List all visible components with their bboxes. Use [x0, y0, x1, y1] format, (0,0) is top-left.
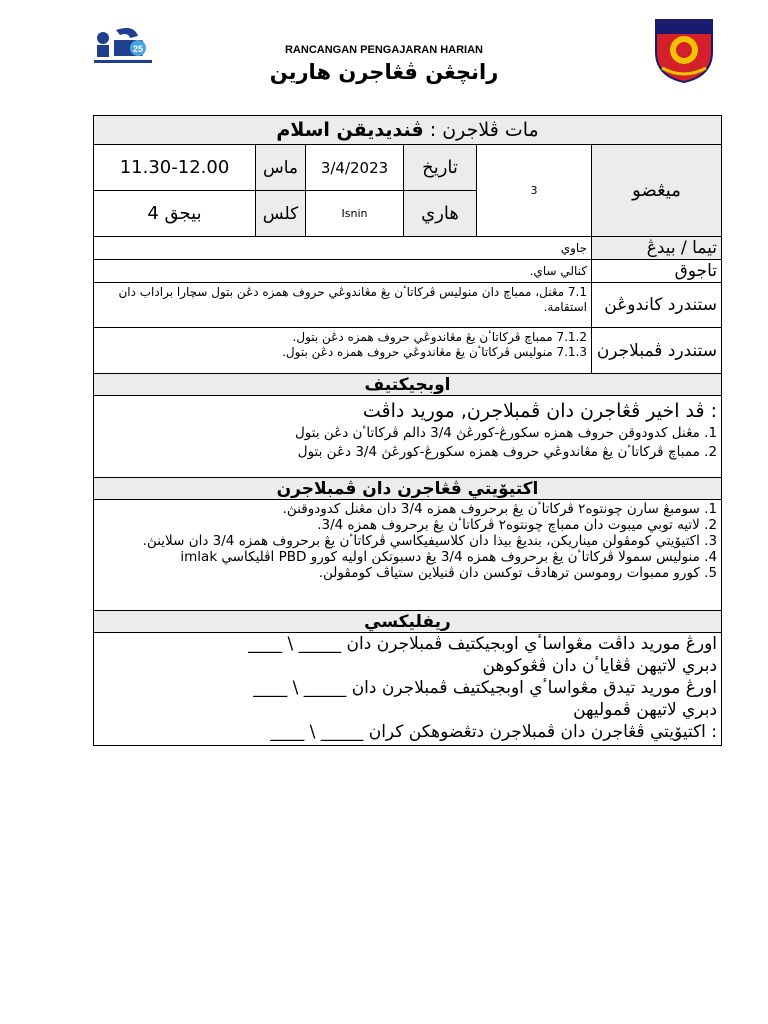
activity-item: 5. كورو ممبوات روموسن ترهادڤ توكسن دان ڤنيلاين ستياڤ كومڤولن. — [318, 565, 718, 581]
content-standard-label: ستندرد كاندوڠن — [592, 283, 722, 328]
reflection-line: اورڠ موريد داڤت مڠواساٴي اوبجيكتيف ڤمبلاجرن دان _____ \ ____ — [248, 634, 718, 654]
reflection-line: دبري لاتيهن ڤموليهن — [573, 700, 718, 720]
objectives-heading: اوبجيكتيف — [94, 374, 722, 396]
crest-logo — [652, 18, 716, 84]
theme-label: تيما / بيدڠ — [592, 237, 722, 260]
objectives-row — [94, 396, 722, 478]
time-value: 11.30-12.00 — [94, 145, 256, 191]
class-value: بيجق 4 — [94, 191, 256, 237]
reflection-line: دبري لاتيهن ڤڠاياٴن دان ڤڠوكوهن — [482, 656, 718, 676]
week-value: 3 — [477, 145, 592, 237]
reflection-heading: ريفليكسي — [94, 611, 722, 633]
activities-heading-row — [94, 478, 722, 500]
content-standard-value: 7.1 مڠنل، ممباچ دان منوليس ڤركاتاٴن يڠ مڠاندوڠي حروف همزه دڠن بتول سچارا براداب دان استقامة. — [94, 283, 592, 328]
activity-item: 1. سومبڠ سارن چونتوه٢ ڤركاتاٴن يڠ برحروف همزه 3/4 دان مڠنل كدودوقنڽ. — [282, 501, 718, 517]
day-value: Isnin — [306, 191, 404, 237]
reflection-line: : اكتيۆيتي ڤڠاجرن دان ڤمبلاجرن دتڠضوهكن كران _____ \ ____ — [270, 722, 718, 742]
learning-standard-line: 7.1.3 منوليس ڤركاتاٴن يڠ مڠاندوڠي حروف همزه دڠن بتول. — [282, 345, 587, 359]
learning-standard-label: ستندرد ڤمبلاجرن — [592, 328, 722, 374]
activities-heading: اكتيۆيتي ڤڠاجرن دان ڤمبلاجرن — [94, 478, 722, 500]
topic-label: تاجوق — [592, 260, 722, 283]
theme-value: جاوي — [94, 237, 592, 260]
activity-item: 2. لاتيه توبي ميبوت دان ممباچ چونتوه٢ ڤركاتاٴن يڠ برحروف همزه 3/4. — [317, 517, 718, 533]
lesson-plan-table — [93, 115, 722, 746]
subject-value: ڤنديديقن اسلام — [276, 119, 424, 141]
content-standard-row — [94, 283, 722, 328]
objectives-heading-row — [94, 374, 722, 396]
document-title: رانچڠن ڤڠاجرن هارين — [269, 60, 499, 84]
time-label: ماس — [256, 145, 306, 191]
day-label: هاري — [404, 191, 477, 237]
theme-row — [94, 237, 722, 260]
date-label: تاريخ — [404, 145, 477, 191]
activity-item: 3. اكتيۆيتي كومڤولن ميناريكن، بنديڠ بيذا دان كلاسيفيكاسي ڤركاتاٴن يڠ برحروف همزه 3/4 دان سلاينڽ. — [142, 533, 718, 549]
subject-row — [94, 116, 722, 145]
date-value: 3/4/2023 — [306, 145, 404, 191]
objective-item: 1. مڠنل كدودوقن حروف همزه سكورڠ-كورڠڽ 3/4 دالم ڤركاتاٴن دڠن بتول — [294, 425, 718, 441]
logo-left-text: 25 — [132, 44, 144, 54]
document-subtitle: RANCANGAN PENGAJARAN HARIAN — [284, 44, 483, 56]
learning-standard-row — [94, 328, 722, 374]
week-label: ميڠضو — [592, 145, 722, 237]
info-row-1 — [94, 145, 722, 191]
activities-row — [94, 500, 722, 611]
reflection-line: اورڠ موريد تيدق مڠواساٴي اوبجيكتيف ڤمبلاجرن دان _____ \ ____ — [253, 678, 718, 698]
activity-item: 4. منوليس سمولا ڤركاتاٴن يڠ برحروف همزه 3/4 يڠ دسبوتكن اوليه كورو PBD اڤليكاسي imlak — [180, 549, 718, 565]
reflection-heading-row — [94, 611, 722, 633]
institution-logo — [94, 26, 152, 64]
class-label: كلس — [256, 191, 306, 237]
subject-label: مات ڤلاجرن : — [429, 119, 539, 141]
objective-item: 2. ممباچ ڤركاتاٴن يڠ مڠاندوڠي حروف همزه سكورڠ-كورڠڽ 3/4 دڠن بتول — [297, 444, 718, 460]
learning-standard-line: 7.1.2 ممباچ ڤركاتاٴن يڠ مڠاندوڠي حروف همزه دڠن بتول. — [292, 330, 587, 344]
objectives-intro: : ڤد اخير ڤڠاجرن دان ڤمبلاجرن, موريد داڤت — [362, 400, 718, 422]
reflection-row — [94, 633, 722, 746]
topic-row — [94, 260, 722, 283]
topic-value: كنالي ساي. — [94, 260, 592, 283]
